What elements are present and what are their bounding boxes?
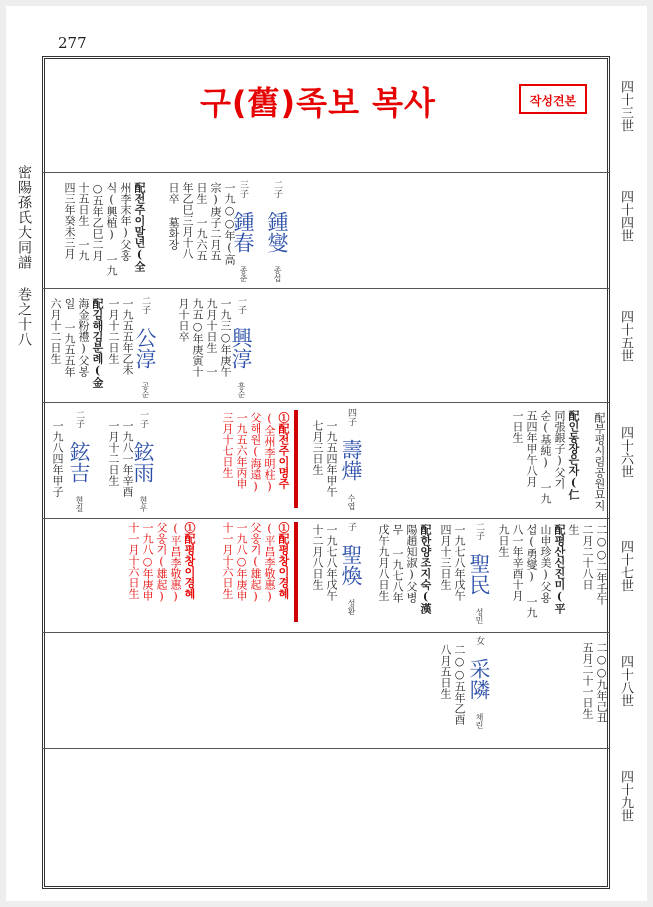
person-entry: 二子 鉉吉 현길: [67, 410, 91, 512]
page-number: 277: [58, 34, 87, 52]
spouse-record-revised: ①配전주이명주 (全州李明柱) 父해원(海遠) 一九五六年丙申 三月十七日生: [221, 412, 290, 493]
person-entry: 一子 鉉雨 현우: [131, 410, 155, 512]
highlight-bar: [294, 410, 298, 508]
generation-label: 四十五世: [618, 310, 633, 362]
row-divider: [42, 288, 610, 289]
record-text: 一九五五年乙未 一月十二日生: [107, 298, 134, 375]
spouse-record-revised: ①配평창이경혜 (平昌李敬惠) 父웅기(雄起) 一九八○年庚申 十一月十六日生: [127, 522, 196, 603]
generation-label: 四十九世: [618, 770, 633, 822]
spouse-record: 配인동장은자(仁 同張銀子)父기 순(基純) 一九 五四年甲午八月 一日生: [511, 410, 580, 504]
person-entry: 二子 鍾燮 종섭: [265, 180, 289, 282]
record-text: 一九八一年辛酉 一月十二日生: [107, 420, 134, 497]
person-entry: 三子 鍾春 종춘: [231, 180, 255, 282]
record-text: 一九七八年戊午 十二月八日生: [311, 524, 338, 601]
row-divider: [42, 748, 610, 749]
record-text: 一九三○年庚午 九月十日生 一 九五○年庚寅十 月十日卒: [177, 298, 232, 377]
record-text: 一九五四年甲午 七月三日生: [311, 420, 338, 497]
generation-label: 四十八世: [618, 655, 633, 707]
person-entry: 女 采隣 채린: [467, 636, 491, 729]
record-text: 一九八四年甲子: [51, 420, 64, 497]
sample-stamp: 작성견본: [519, 84, 587, 114]
record-text: 二○○二年壬午 二月二十八日 生: [567, 524, 608, 605]
generation-label: 四十四世: [618, 190, 633, 242]
spouse-record: 配평산신진미(平 山申珍美)父용 섭(勇燮) 一九 八一年辛酉十月 九日生: [497, 524, 566, 618]
row-divider: [42, 518, 610, 519]
person-entry: 二子 聖民 성민: [467, 522, 491, 624]
spouse-record: 配전주이말년(全 州李末年)父홍 식(興植) 一九 ○五年乙巳二月 十五日生 一九 四三年癸未三月: [63, 182, 146, 276]
generation-label: 四十七世: [618, 540, 633, 592]
spouse-record: 配김해김분례(金 海金粉禮)父봉 일 一九五五年 六月十二日生: [49, 298, 104, 388]
record-text: 二○○九年己丑 五月二十一日生: [581, 642, 608, 723]
book-side-label: 密陽孫氏大同譜 巻之十八: [16, 165, 32, 347]
row-divider: [42, 632, 610, 633]
record-text: 一九七八年戊午 四月十三日生: [439, 524, 466, 601]
burial-note: 配부평시림공원묘지: [593, 412, 606, 511]
person-entry: 四子 壽燁 수엽: [339, 408, 363, 510]
person-entry: 一子 興淳 흥순: [229, 296, 253, 398]
page-title: 구(舊)족보 복사: [200, 84, 436, 122]
highlight-bar: [294, 522, 298, 622]
spouse-record: 配한양조지숙(漢 陽趙知淑)父병 무 一九七八年 戊午九月八日生: [377, 524, 432, 614]
person-entry: 子 聖煥 성환: [339, 522, 363, 615]
record-text: 二○○五年乙酉 八月五日生: [439, 644, 466, 725]
row-divider: [42, 402, 610, 403]
spouse-record-revised: ①配평창이경혜 (平昌李敬惠) 父웅기(雄起) 一九八○年庚申 十一月十六日生: [221, 522, 290, 603]
generation-label: 四十六世: [618, 426, 633, 478]
generation-label: 四十三世: [618, 80, 633, 132]
person-entry: 二子 公淳 공순: [133, 296, 157, 398]
record-text: 一九○○年(高 宗)庚子二月五 日生 一九六五 年乙巳三月十八 日卒 墓화장: [167, 182, 236, 265]
row-divider: [42, 172, 610, 173]
